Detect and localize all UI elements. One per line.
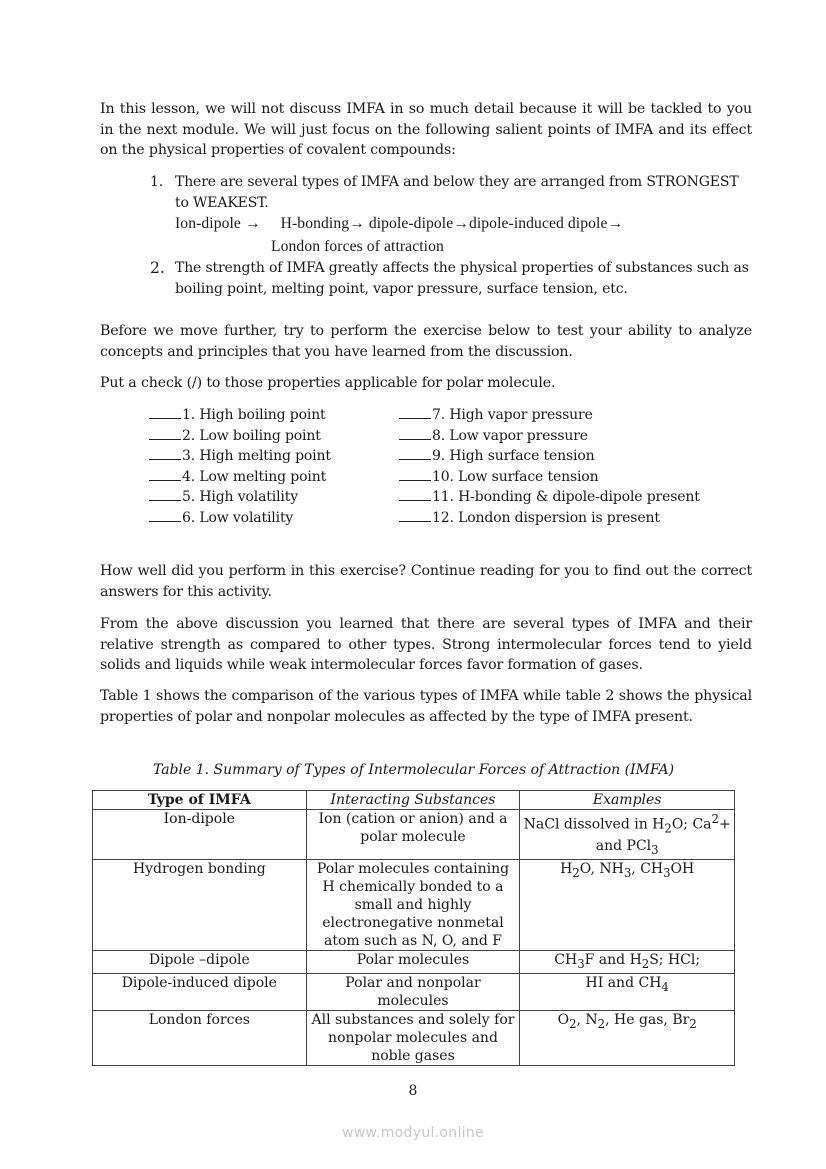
- checklist-left-column: [149, 405, 331, 529]
- table-row: [93, 974, 735, 1011]
- cell-examples: $H_2O$, $NH_3$, $CH_3OH$: [520, 860, 735, 951]
- answer-blank[interactable]: [399, 438, 431, 440]
- checklist-right-column: [399, 405, 700, 529]
- check-item[interactable]: 4. Low melting point: [149, 467, 331, 488]
- imfa-points-list: [150, 172, 750, 299]
- point-text: The strength of IMFA greatly affects the physical properties of substances such as boiling point, melting point, vapor pressure, surface tension, etc.: [175, 260, 749, 297]
- page-number: 8: [408, 1083, 418, 1099]
- check-item[interactable]: 8. Low vapor pressure: [399, 426, 700, 447]
- answer-blank[interactable]: [149, 479, 181, 481]
- answer-blank[interactable]: [399, 458, 431, 460]
- cell-substances: All substances and solely for nonpolar molecules and noble gases: [306, 1011, 520, 1066]
- followup-paragraph-1: How well did you perform in this exercise? Continue reading for you to find out the correct answers for this activity.: [100, 563, 752, 600]
- chain-rest: H-bonding→ dipole-dipole→dipole-induced dipole→: [280, 215, 624, 233]
- table-row: [93, 810, 735, 860]
- exercise-instruction: Put a check (/) to those properties applicable for polar molecule.: [100, 375, 556, 391]
- cell-examples: NaCl dissolved in $H_2O$; $Ca^2+$ and PCl$_3$: [520, 810, 735, 860]
- point-text: There are several types of IMFA and below they are arranged from STRONGEST to WEAKEST.: [175, 174, 739, 211]
- cell-substances: Polar and nonpolar molecules: [306, 974, 520, 1011]
- point-number: 1.: [150, 174, 164, 190]
- check-item[interactable]: 2. Low boiling point: [149, 426, 331, 447]
- cell-substances: Polar molecules containing H chemically bonded to a small and highly electronegative nonmetal atom such as N, O, and F: [306, 860, 520, 951]
- cell-type: Dipole –dipole: [93, 951, 307, 974]
- header-type: Type of IMFA: [93, 791, 307, 810]
- check-item[interactable]: 7. High vapor pressure: [399, 405, 700, 426]
- check-item[interactable]: 11. H-bonding & dipole-dipole present: [399, 487, 700, 508]
- point-2: [150, 258, 750, 299]
- followup-paragraph-2: From the above discussion you learned that there are several types of IMFA and their relative strength as compared to other types. Strong intermolecular forces tend to yield solids and liquids while weak intermolecular forces favor formation of gases.: [100, 616, 752, 674]
- header-substances: Interacting Substances: [306, 791, 520, 810]
- cell-examples: $CH_3F$ and $H_2S$; HCl;: [520, 951, 735, 974]
- answer-blank[interactable]: [149, 458, 181, 460]
- cell-examples: HI and $CH_4$: [520, 974, 735, 1011]
- table-row: [93, 860, 735, 951]
- answer-blank[interactable]: [149, 438, 181, 440]
- check-item[interactable]: 12. London dispersion is present: [399, 508, 700, 529]
- check-item[interactable]: 6. Low volatility: [149, 508, 331, 529]
- check-item[interactable]: 1. High boiling point: [149, 405, 331, 426]
- table-header-row: [93, 791, 735, 810]
- answer-blank[interactable]: [399, 499, 431, 501]
- answer-blank[interactable]: [399, 520, 431, 522]
- cell-type: London forces: [93, 1011, 307, 1066]
- table-row: [93, 1011, 735, 1066]
- table-caption: Table 1. Summary of Types of Intermolecular Forces of Attraction (IMFA): [152, 762, 675, 778]
- cell-type: Dipole-induced dipole: [93, 974, 307, 1011]
- table-row: [93, 951, 735, 974]
- check-item[interactable]: 9. High surface tension: [399, 446, 700, 467]
- cell-type: Hydrogen bonding: [93, 860, 307, 951]
- answer-blank[interactable]: [149, 520, 181, 522]
- imfa-strength-chain: [175, 213, 750, 258]
- watermark: www.modyul.online: [342, 1125, 484, 1141]
- header-examples: Examples: [520, 791, 735, 810]
- check-item[interactable]: 5. High volatility: [149, 487, 331, 508]
- answer-blank[interactable]: [149, 417, 181, 419]
- cell-substances: Ion (cation or anion) and a polar molecule: [306, 810, 520, 860]
- check-item[interactable]: 10. Low surface tension: [399, 467, 700, 488]
- followup-paragraph-3: Table 1 shows the comparison of the various types of IMFA while table 2 shows the physical properties of polar and nonpolar molecules as affected by the type of IMFA present.: [100, 688, 752, 725]
- answer-blank[interactable]: [149, 499, 181, 501]
- point-1: [150, 172, 750, 258]
- cell-examples: $O_2$, $N_2$, He gas, $Br_2$: [520, 1011, 735, 1066]
- chain-ion-dipole: Ion-dipole →: [175, 215, 261, 233]
- cell-type: Ion-dipole: [93, 810, 307, 860]
- imfa-summary-table: [92, 790, 735, 1066]
- check-item[interactable]: 3. High melting point: [149, 446, 331, 467]
- cell-substances: Polar molecules: [306, 951, 520, 974]
- point-number: 2.: [150, 259, 165, 278]
- answer-blank[interactable]: [399, 479, 431, 481]
- intro-paragraph: In this lesson, we will not discuss IMFA in so much detail because it will be tackled to you in the next module. We will just focus on the following salient points of IMFA and its effect on the physical properties of covalent compounds:: [100, 101, 752, 159]
- chain-london: London forces of attraction: [271, 237, 444, 255]
- answer-blank[interactable]: [399, 417, 431, 419]
- exercise-lead-in: Before we move further, try to perform the exercise below to test your ability to analyze concepts and principles that you have learned from the discussion.: [100, 323, 752, 360]
